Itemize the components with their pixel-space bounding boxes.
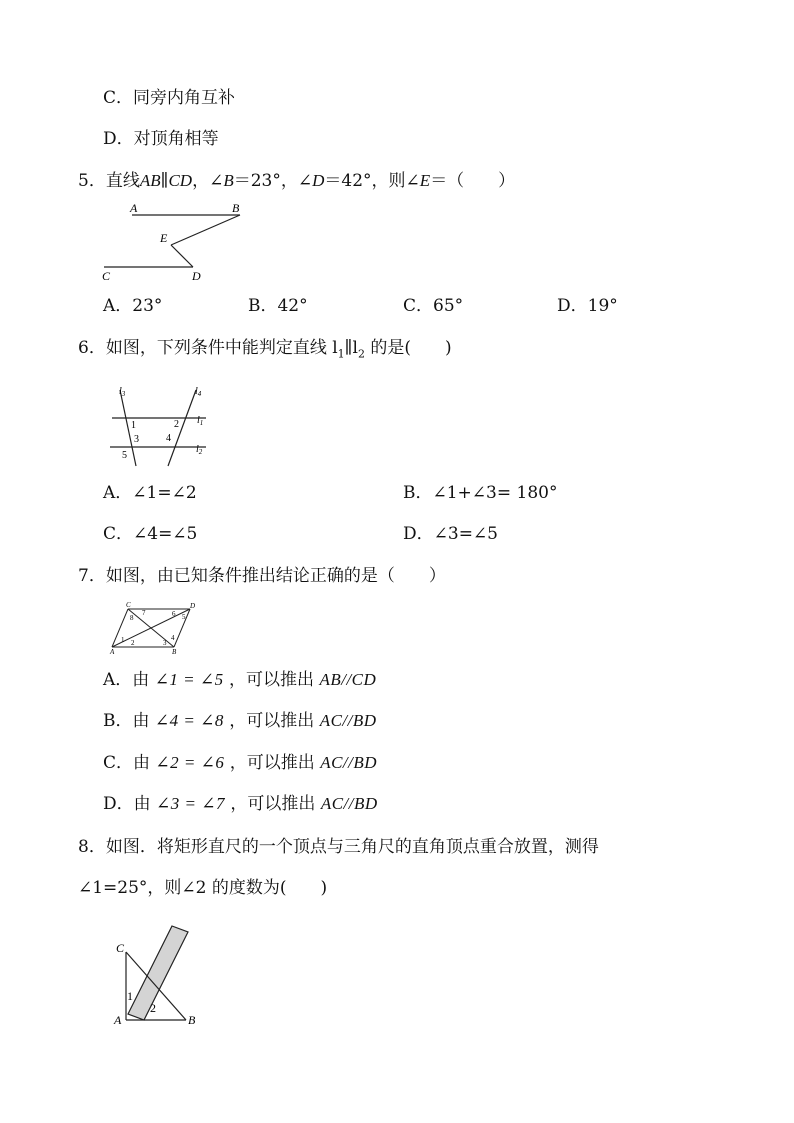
q6-fig-num-3: 3 <box>134 434 139 445</box>
q6-fig-label-l3: $l_3$ <box>119 386 126 398</box>
q5-option-a: A．23° <box>103 296 163 316</box>
q7-option-a-prefix: A．由 <box>103 670 155 690</box>
q6-stem-sub2: 2 <box>357 347 365 361</box>
q6-fig-num-5: 5 <box>122 450 127 461</box>
q7-option-a <box>103 669 376 691</box>
q7-option-d-condition: ∠3 = ∠7 <box>156 794 226 813</box>
q5-fig-label-a: A <box>130 201 138 215</box>
q6-stem-sub1: 1 <box>337 347 345 361</box>
q5-fig-label-c: C <box>102 269 111 283</box>
q6-stem-parallel: ∥l <box>344 338 358 358</box>
q7-fig-num-6: 6 <box>172 610 176 618</box>
q7-fig-num-4: 4 <box>171 634 175 642</box>
q7-option-a-middle: ，可以推出 <box>223 670 320 690</box>
q7-fig-num-5: 5 <box>182 613 186 621</box>
q7-fig-num-8: 8 <box>130 614 134 622</box>
q8-fig-label-a: A <box>114 1013 122 1027</box>
q5-fig-label-b: B <box>232 201 240 215</box>
q8-figure <box>110 920 210 1030</box>
q5-figure <box>96 200 256 286</box>
q5-option-d: D．19° <box>557 296 618 316</box>
q7-fig-label-b: B <box>172 648 177 656</box>
q7-stem <box>78 565 446 587</box>
q5-number: 5． <box>78 171 106 191</box>
q7-option-b-prefix: B．由 <box>103 711 155 731</box>
q7-fig-num-1: 1 <box>121 636 125 644</box>
q7-fig-label-c: C <box>126 601 131 609</box>
q8-fig-label-c: C <box>116 941 125 955</box>
q8-stem-text: 如图．将矩形直尺的一个顶点与三角尺的直角顶点重合放置，测得 <box>105 837 599 857</box>
q8-fig-num-2: 2 <box>150 1001 156 1015</box>
q7-option-b-middle: ，可以推出 <box>223 711 320 731</box>
q5-stem-d: D <box>312 171 325 190</box>
q7-option-d <box>103 793 378 815</box>
q5-stem-parallel: ∥ <box>160 171 169 191</box>
q7-option-c-result: AC//BD <box>320 753 378 772</box>
q7-option-d-result: AC//BD <box>320 794 378 813</box>
q8-fig-label-b: B <box>188 1013 196 1027</box>
q8-stem-line2: ∠1=25°，则∠2 的度数为( ) <box>78 878 328 898</box>
q6-number: 6． <box>78 338 106 358</box>
q6-option-a: A．∠1=∠2 <box>103 483 197 503</box>
q7-option-b-result: AC//BD <box>319 711 377 730</box>
q5-stem-text: ，∠ <box>192 171 224 191</box>
q6-fig-num-4: 4 <box>166 433 171 444</box>
q5-option-c: C．65° <box>403 296 464 316</box>
q7-option-b <box>103 710 377 732</box>
q6-option-b: B．∠1+∠3= 180° <box>403 483 558 503</box>
q5-fig-label-e: E <box>160 231 168 245</box>
q7-option-d-prefix: D．由 <box>103 794 157 814</box>
q6-stem-text: 的是( ) <box>364 338 452 358</box>
q7-fig-label-a: A <box>110 648 115 656</box>
q7-fig-label-d: D <box>190 602 196 610</box>
q7-figure <box>106 600 202 658</box>
q6-fig-label-l4: $l_4$ <box>195 386 202 398</box>
q5-fig-label-d: D <box>192 269 201 283</box>
q7-option-c-middle: ，可以推出 <box>224 753 321 773</box>
q5-stem-text: ＝（ ） <box>430 171 516 191</box>
q5-stem-e: E <box>419 171 431 190</box>
q7-fig-num-3: 3 <box>163 639 167 647</box>
q7-stem-text: 如图，由已知条件推出结论正确的是（ ） <box>105 566 446 586</box>
q4-option-d: D．对顶角相等 <box>103 129 219 149</box>
q5-stem-text: 直线 <box>105 171 140 191</box>
q6-option-c: C．∠4=∠5 <box>103 524 198 544</box>
q5-stem-text: ＝23°，∠ <box>233 171 313 191</box>
q6-fig-label-l2: $l_2$ <box>196 444 203 456</box>
q8-stem-line1 <box>78 836 599 858</box>
q8-number: 8． <box>78 837 106 857</box>
q7-option-a-result: AB//CD <box>319 670 377 689</box>
q5-stem-ab: AB <box>139 171 161 190</box>
q7-option-c <box>103 752 377 774</box>
q7-fig-num-7: 7 <box>142 609 146 617</box>
q6-fig-num-1: 1 <box>131 420 136 431</box>
q4-option-c: C．同旁内角互补 <box>103 88 236 108</box>
q7-option-b-condition: ∠4 = ∠8 <box>154 711 224 730</box>
q7-option-a-condition: ∠1 = ∠5 <box>154 670 224 689</box>
q6-fig-num-2: 2 <box>174 419 179 430</box>
q6-stem-text: 如图，下列条件中能判定直线 l <box>105 338 338 358</box>
q6-stem <box>78 337 452 365</box>
q6-option-d: D．∠3=∠5 <box>403 524 498 544</box>
q5-stem-cd: CD <box>168 171 193 190</box>
q5-stem-b: B <box>223 171 234 190</box>
q7-number: 7． <box>78 566 106 586</box>
q5-stem <box>78 170 515 192</box>
q8-fig-num-1: 1 <box>127 989 133 1003</box>
q6-figure <box>106 380 218 470</box>
q7-option-c-prefix: C．由 <box>103 753 156 773</box>
q5-stem-text: ＝42°，则∠ <box>324 171 420 191</box>
q7-fig-num-2-visible: 2 <box>131 639 135 647</box>
q7-option-d-middle: ，可以推出 <box>225 794 321 814</box>
q7-option-c-condition: ∠2 = ∠6 <box>155 753 225 772</box>
q5-option-b: B．42° <box>248 296 308 316</box>
q6-fig-label-l1: $l_1$ <box>197 415 204 427</box>
